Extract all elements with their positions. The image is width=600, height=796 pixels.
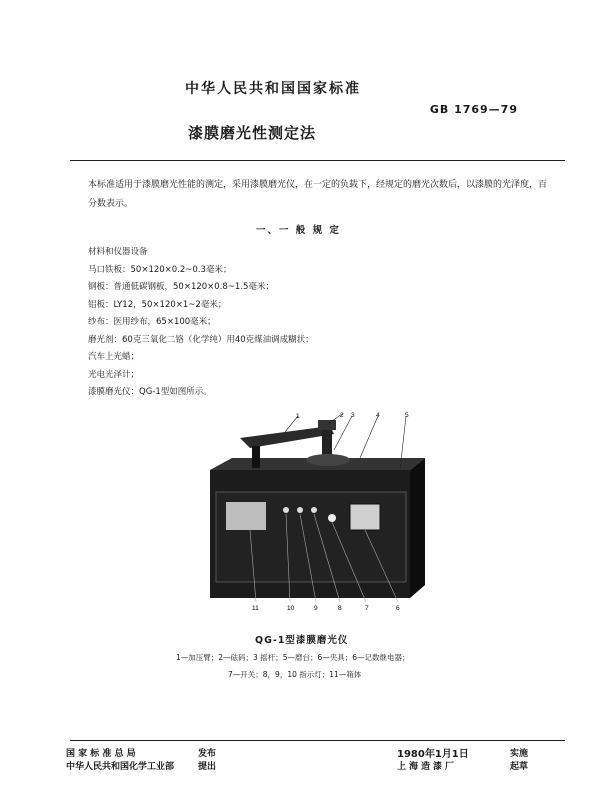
issuer-verb-block <box>198 748 216 774</box>
issuer-line: 中华人民共和国化学工业部 <box>66 762 175 772</box>
issuer-verb: 发布 <box>198 749 217 759</box>
callout-number: 4 <box>376 412 380 419</box>
indicator-lamp <box>311 507 317 513</box>
drafting-organization: 上海造漆厂 <box>397 762 458 772</box>
footer-rule <box>70 740 565 741</box>
materials-list-item: 磨光剂：60克三氧化二铬（化学纯）用40克煤油调成糊状； <box>88 334 314 345</box>
materials-list-item: 漆膜磨光仪：QG-1型如图所示。 <box>88 387 212 397</box>
panel-window <box>226 502 266 530</box>
materials-list-item: 马口铁板：50×120×0.2~0.3毫米； <box>88 264 232 275</box>
apparatus-side <box>410 458 425 598</box>
issuer-verb: 提出 <box>198 762 217 772</box>
weight <box>318 420 336 430</box>
materials-list-item: 钢板：普通低碳钢板，50×120×0.8~1.5毫米； <box>88 282 274 292</box>
callout-number: 2 <box>340 412 344 419</box>
materials-list-item: 汽车上光蜡； <box>88 352 140 362</box>
polishing-table <box>306 454 350 466</box>
callout-number: 5 <box>405 412 409 419</box>
document-title: 漆膜磨光性测定法 <box>188 124 317 142</box>
callout-line <box>334 416 352 450</box>
callout-number: 11 <box>252 605 259 612</box>
indicator-lamp <box>297 507 303 513</box>
counter-display <box>350 504 380 530</box>
materials-list-item: 光电光泽计； <box>88 369 140 380</box>
callout-number: 1 <box>296 413 300 420</box>
callout-number: 10 <box>287 605 295 612</box>
section-heading: 一、一 般 规 定 <box>256 225 341 236</box>
arm-post <box>252 446 260 468</box>
issuer-line: 国 家 标 准 总 局 <box>66 749 136 759</box>
callout-number: 6 <box>396 605 400 612</box>
materials-list-item: 纱布：医用纱布，65×100毫米； <box>88 317 216 327</box>
effective-date: 1980年1月1日 <box>397 749 469 760</box>
materials-list-item: 材料和仪器设备 <box>88 247 148 257</box>
issuer-block <box>66 748 174 774</box>
figure-legend-line: 7—开关；8，9，10 指示灯；11—箱体 <box>228 670 362 679</box>
effective-action: 实施 <box>510 749 529 759</box>
materials-list-item: 铝板：LY12，50×120×1~2毫米； <box>88 299 227 310</box>
drafting-action: 起草 <box>510 762 529 772</box>
figure-caption: QG-1型漆膜磨光仪 <box>255 635 349 646</box>
standard-code: GB 1769—79 <box>429 103 518 116</box>
materials-list <box>88 244 314 402</box>
indicator-lamp <box>283 507 289 513</box>
intro-paragraph: 本标准适用于漆膜磨光性能的测定，采用漆膜磨光仪，在一定的负载下，经规定的磨光次数后，以漆膜的光泽度，百分数表示。 <box>88 180 548 209</box>
switch-knob <box>328 514 336 522</box>
callout-number: 7 <box>365 605 369 612</box>
figure-legend-line: 1—加压臂；2—砝码；3 摇杆；5—磨台；6—夹具；6—记数继电器； <box>176 653 410 662</box>
callout-number: 3 <box>351 412 355 419</box>
callout-number: 8 <box>338 605 342 612</box>
standard-title: 中华人民共和国国家标准 <box>185 81 361 97</box>
header-rule <box>70 160 565 161</box>
callout-number: 9 <box>314 605 318 612</box>
apparatus-figure <box>210 410 430 620</box>
callout-line <box>360 416 378 458</box>
